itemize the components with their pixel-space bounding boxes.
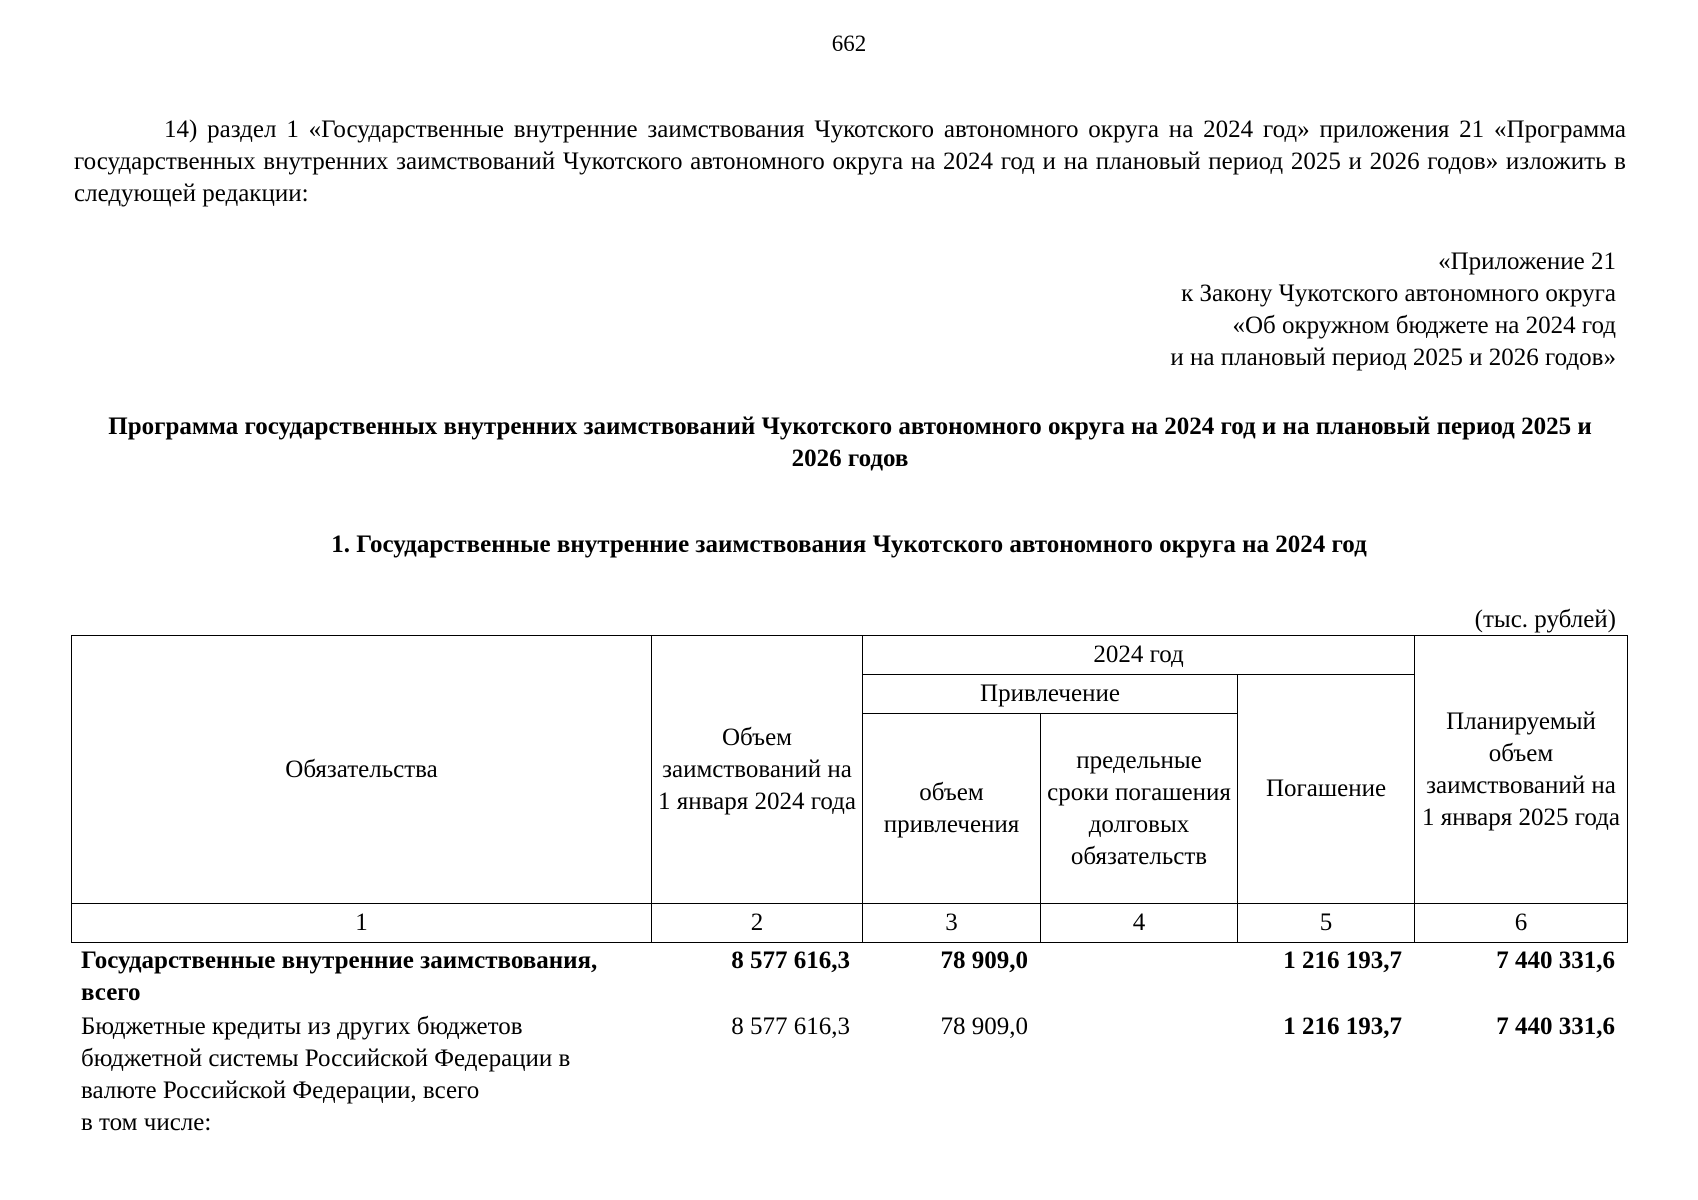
intro-text: 14) раздел 1 «Государственные внутренние заимствования Чукотского автономного округа на 2024 год» приложения 21 «Программа государственных внутренних заимствований Чукотского автономного округа на 2024 год и на плановый период 2025 и 2026 годов» изложить в следующей редакции: bbox=[74, 116, 1626, 207]
row-label: Государственные внутренние заимствования, всего bbox=[81, 947, 598, 1006]
cell-volume-start: 8 577 616,3 bbox=[731, 1013, 850, 1040]
column-number: 6 bbox=[1415, 904, 1628, 943]
cell-repayment-terms bbox=[1040, 945, 1237, 1011]
attachment-line: «Приложение 21 bbox=[1438, 248, 1616, 275]
cell-repayment: 1 216 193,7 bbox=[1283, 1013, 1402, 1040]
cell-attraction-volume: 78 909,0 bbox=[940, 1013, 1028, 1040]
units-label: (тыс. рублей) bbox=[1474, 606, 1616, 633]
attachment-line: «Об окружном бюджете на 2024 год bbox=[1232, 312, 1616, 339]
column-number: 3 bbox=[863, 904, 1041, 943]
header-obligations: Обязательства bbox=[72, 636, 652, 904]
cell-attraction-volume: 78 909,0 bbox=[940, 947, 1028, 974]
table-row bbox=[71, 1011, 1627, 1139]
row-label-suffix: в том числе: bbox=[81, 1109, 212, 1136]
program-title: Программа государственных внутренних заимствований Чукотского автономного округа на 2024 год и на плановый период 2025 и 2026 годов bbox=[108, 413, 1592, 472]
column-number: 5 bbox=[1238, 904, 1415, 943]
cell-repayment-terms bbox=[1040, 1011, 1237, 1139]
column-number: 4 bbox=[1041, 904, 1238, 943]
borrowing-table-header bbox=[71, 635, 1628, 943]
attachment-reference bbox=[1170, 246, 1616, 374]
column-number: 1 bbox=[72, 904, 652, 943]
header-attraction-group: Привлечение bbox=[863, 675, 1238, 714]
row-label: Бюджетные кредиты из других бюджетов бюджетной системы Российской Федерации в валюте Российской Федерации, всего bbox=[81, 1013, 571, 1104]
header-repayment-terms: предельные сроки погашения долговых обязательств bbox=[1041, 714, 1238, 904]
page-number: 662 bbox=[831, 31, 867, 56]
cell-repayment: 1 216 193,7 bbox=[1283, 947, 1402, 974]
intro-paragraph bbox=[74, 114, 1626, 210]
header-year-group: 2024 год bbox=[863, 636, 1415, 675]
row-label-block bbox=[71, 1011, 651, 1139]
cell-volume-start: 8 577 616,3 bbox=[731, 947, 850, 974]
cell-planned-volume: 7 440 331,6 bbox=[1496, 1013, 1615, 1040]
attachment-line: к Закону Чукотского автономного округа bbox=[1181, 280, 1616, 307]
table-row bbox=[71, 945, 1627, 1011]
header-volume-start: Объем заимствований на 1 января 2024 года bbox=[652, 636, 863, 904]
cell-planned-volume: 7 440 331,6 bbox=[1496, 947, 1615, 974]
header-planned-volume: Планируемый объем заимствований на 1 января 2025 года bbox=[1415, 636, 1628, 904]
header-repayment: Погашение bbox=[1238, 675, 1415, 904]
section-title: 1. Государственные внутренние заимствования Чукотского автономного округа на 2024 год bbox=[331, 531, 1367, 558]
borrowing-table-body bbox=[71, 945, 1627, 1139]
header-attraction-volume: объем привлечения bbox=[863, 714, 1041, 904]
attachment-line: и на плановый период 2025 и 2026 годов» bbox=[1170, 344, 1616, 371]
column-number: 2 bbox=[652, 904, 863, 943]
